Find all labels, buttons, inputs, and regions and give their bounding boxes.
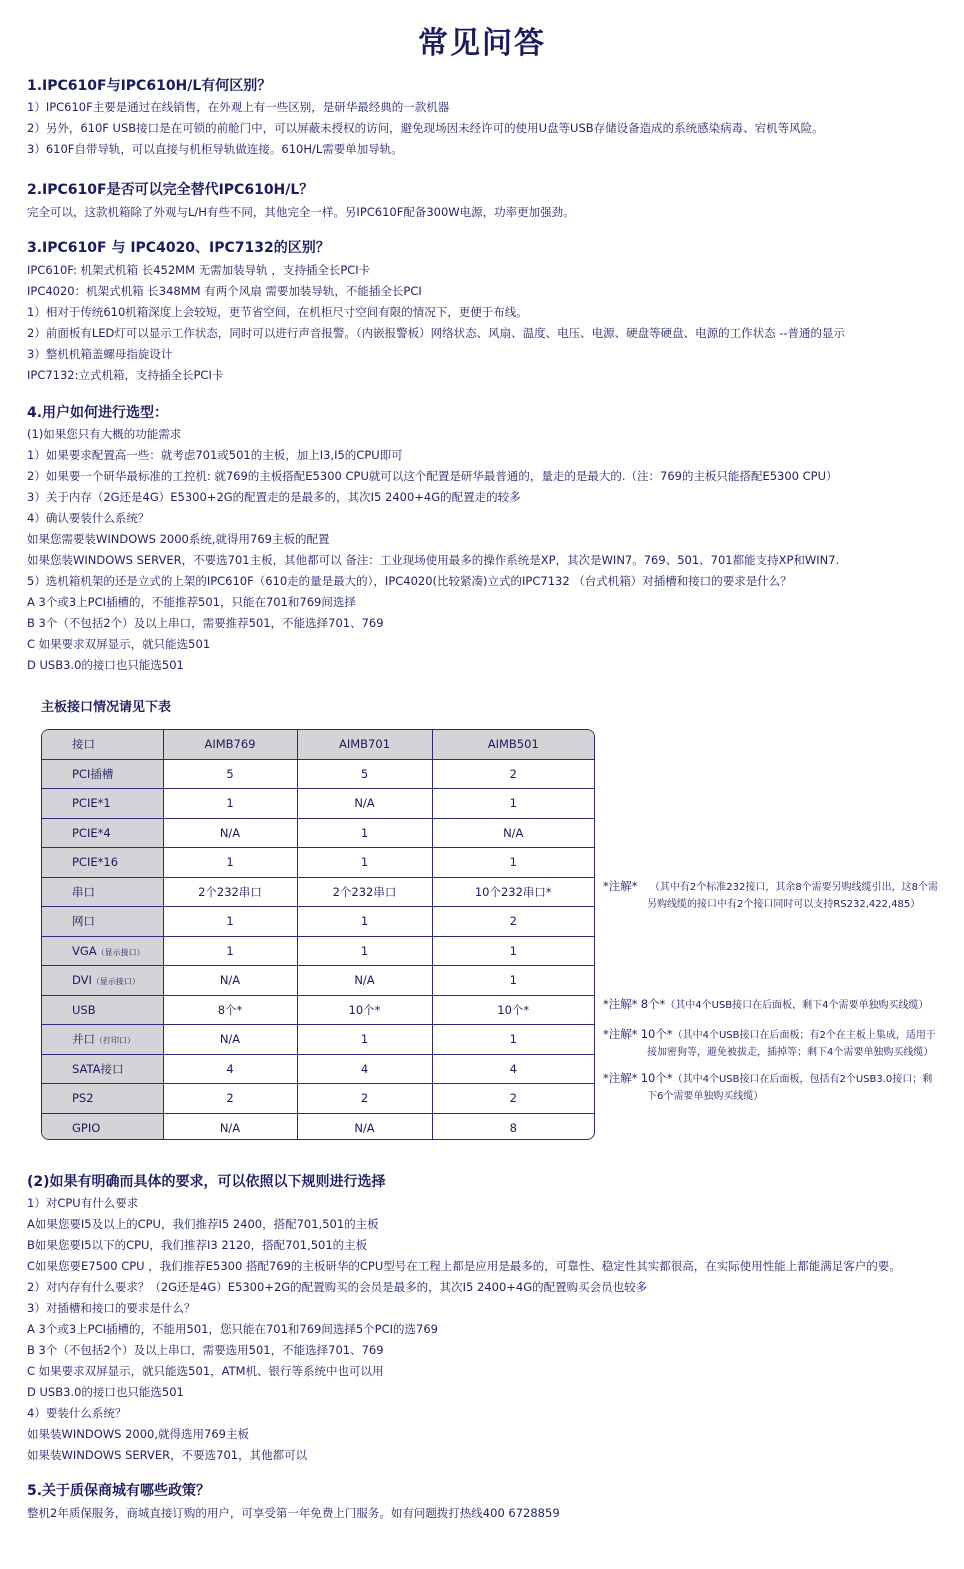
table-row xyxy=(42,848,594,878)
table-row xyxy=(42,936,594,966)
cell-aimb701: 1 xyxy=(297,907,432,937)
q4b-title: (2)如果有明确而具体的要求，可以依照以下规则进行选择 xyxy=(27,1174,386,1190)
cell-aimb501: 2 xyxy=(432,907,594,937)
table-caption: 主板接口情况请见下表 xyxy=(41,700,172,715)
cell-aimb701: 4 xyxy=(297,1054,432,1084)
row-label: PS2 xyxy=(42,1084,163,1114)
cell-aimb701: 1 xyxy=(297,848,432,878)
q4b-line-9: C 如果要求双屏显示，就只能选501，ATM机、银行等系统中也可以用 xyxy=(27,1364,384,1378)
header-aimb701: AIMB701 xyxy=(297,730,432,759)
cell-aimb501: N/A xyxy=(432,818,594,848)
q2-line-1: 完全可以，这款机箱除了外观与L/H有些不同，其他完全一样。另IPC610F配备300W电源，功率更加强劲。 xyxy=(27,205,575,219)
cell-aimb769: 1 xyxy=(163,789,297,819)
cell-aimb701: N/A xyxy=(297,789,432,819)
note-count: 10个* xyxy=(640,1071,673,1085)
row-label: 串口 xyxy=(42,877,163,907)
table-row xyxy=(42,818,594,848)
cell-aimb701: 2 xyxy=(297,1084,432,1114)
note-mark: *注解* xyxy=(603,997,638,1011)
usb-note-701 xyxy=(603,1026,953,1061)
row-label-main: DVI xyxy=(72,973,92,988)
note-text: 另购线缆的接口中有2个接口同时可以支持RS232,422,485） xyxy=(647,899,921,910)
cell-aimb501: 2 xyxy=(432,759,594,789)
usb-note-769 xyxy=(603,996,953,1014)
q4b-line-12: 如果装WINDOWS 2000,就得选用769主板 xyxy=(27,1427,249,1441)
cell-aimb701: 1 xyxy=(297,936,432,966)
usb-note-501 xyxy=(603,1070,953,1105)
q2-title: 2.IPC610F是否可以完全替代IPC610H/L？ xyxy=(27,182,314,198)
row-label-sub: （显示接口） xyxy=(91,977,140,987)
note-text: （其中4个USB接口在后面板，包括有2个USB3.0接口；剩 xyxy=(672,1074,933,1085)
q4-line-2: 1）如果要求配置高一些：就考虑701或501的主板，加上I3,I5的CPU即可 xyxy=(27,448,403,462)
q4-line-1: (1)如果您只有大概的功能需求 xyxy=(27,427,182,441)
q4b-line-13: 如果装WINDOWS SERVER，不要选701，其他都可以 xyxy=(27,1448,308,1462)
row-label-sub: （显示接口） xyxy=(96,947,145,957)
cell-aimb769: N/A xyxy=(163,1025,297,1055)
header-interface: 接口 xyxy=(42,730,163,759)
q4b-line-1: 1）对CPU有什么要求 xyxy=(27,1196,139,1210)
cell-aimb701: 2个232串口 xyxy=(297,877,432,907)
q5-title: 5.关于质保商城有哪些政策？ xyxy=(27,1483,211,1499)
row-label: USB xyxy=(42,995,163,1025)
q3-line-1: IPC610F: 机架式机箱 长452MM 无需加装导轨 ，支持插全长PCI卡 xyxy=(27,263,371,277)
q4b-line-4: C如果您要E7500 CPU ，我们推荐E5300 搭配769的主板研华的CPU型号在工程上都是应用是最多的，可靠性、稳定性其实都很高，在实际使用性能上都能满足客户的要。 xyxy=(27,1259,901,1273)
mainboard-interface-table xyxy=(41,729,595,1140)
table-row xyxy=(42,1113,594,1140)
cell-aimb769: N/A xyxy=(163,966,297,996)
row-label: PCIE*16 xyxy=(42,848,163,878)
cell-aimb501: 1 xyxy=(432,1025,594,1055)
note-count: 10个* xyxy=(640,1027,673,1041)
q3-line-5: 3）整机机箱盖螺母指旋设计 xyxy=(27,347,173,361)
cell-aimb501: 8 xyxy=(509,1120,517,1135)
q1-line-3: 3）610F自带导轨，可以直接与机柜导轨做连接。610H/L需要单加导轨。 xyxy=(27,142,403,156)
cell-aimb501: 1 xyxy=(432,848,594,878)
note-text: 接加密狗等，避免被拔走，插掉等；剩下4个需要单独购买线缆） xyxy=(647,1047,934,1058)
cell-aimb501: 2 xyxy=(432,1084,594,1114)
cell-aimb769: 8个* xyxy=(163,995,297,1025)
cell-aimb501: 10个* xyxy=(432,995,594,1025)
table-row xyxy=(42,995,594,1025)
row-label xyxy=(42,1025,163,1055)
table-header-row xyxy=(42,730,594,759)
table-row xyxy=(42,789,594,819)
row-label: PCIE*1 xyxy=(42,789,163,819)
q4b-line-10: D USB3.0的接口也只能选501 xyxy=(27,1385,184,1399)
q4-line-4: 3）关于内存（2G还是4G）E5300+2G的配置走的是最多的，其次I5 2400+4G的配置走的较多 xyxy=(27,490,521,504)
table-row xyxy=(42,907,594,937)
q4-line-10: B 3个（不包括2个）及以上串口，需要推荐501，不能选择701、769 xyxy=(27,616,384,630)
cell-aimb769: N/A xyxy=(163,1113,297,1140)
cell-aimb501: 10个232串口* xyxy=(432,877,594,907)
header-aimb501: AIMB501 xyxy=(432,730,594,759)
row-label: PCI插槽 xyxy=(42,759,163,789)
cell-aimb769: 1 xyxy=(163,936,297,966)
cell-aimb769: 5 xyxy=(163,759,297,789)
q1-line-2: 2）另外，610F USB接口是在可锁的前舱门中，可以屏蔽未授权的访问，避免现场因未经许可的使用U盘等USB存储设备造成的系统感染病毒、宕机等风险。 xyxy=(27,121,824,135)
cell-aimb701: N/A xyxy=(297,966,432,996)
row-label: PCIE*4 xyxy=(42,818,163,848)
cell-aimb769: 1 xyxy=(163,848,297,878)
cell-aimb769: 2个232串口 xyxy=(163,877,297,907)
q1-title: 1.IPC610F与IPC610H/L有何区别？ xyxy=(27,78,272,94)
cell-aimb501: 1 xyxy=(432,966,594,996)
note-count: 8个* xyxy=(640,997,666,1011)
q4b-line-2: A如果您要I5及以上的CPU，我们推荐I5 2400，搭配701,501的主板 xyxy=(27,1217,379,1231)
q3-line-2: IPC4020：机架式机箱 长348MM 有两个风扇 需要加装导轨，不能插全长PCI xyxy=(27,284,422,298)
table-row xyxy=(42,1054,594,1084)
q4-title: 4.用户如何进行选型： xyxy=(27,405,169,421)
row-label-main: VGA xyxy=(72,943,97,958)
note-mark: *注解* xyxy=(603,879,638,893)
q4b-line-5: 2）对内存有什么要求？（2G还是4G）E5300+2G的配置购买的会员是最多的，其次I5 2400+4G的配置购买会员也较多 xyxy=(27,1280,648,1294)
note-text: 下6个需要单独购买线缆） xyxy=(647,1091,764,1102)
table-row xyxy=(42,966,594,996)
q4-line-8: 5）选机箱机架的还是立式的上架的IPC610F（610走的量是最大的），IPC4020(比较紧凑)立式的IPC7132 （台式机箱）对插槽和接口的要求是什么？ xyxy=(27,574,792,588)
note-mark: *注解* xyxy=(603,1071,638,1085)
cell-aimb701: 10个* xyxy=(297,995,432,1025)
row-label xyxy=(42,966,163,996)
cell-aimb769: 4 xyxy=(163,1054,297,1084)
q3-line-6: IPC7132:立式机箱，支持插全长PCI卡 xyxy=(27,368,224,382)
cell-aimb501: 1 xyxy=(432,936,594,966)
q4-line-5: 4）确认要装什么系统？ xyxy=(27,511,150,525)
table-row xyxy=(42,1025,594,1055)
table-row xyxy=(42,759,594,789)
q4-line-9: A 3个或3上PCI插槽的，不能推荐501，只能在701和769间选择 xyxy=(27,595,356,609)
table-row xyxy=(42,877,594,907)
q3-line-3: 1）相对于传统610机箱深度上会较短，更节省空间，在机柜尺寸空间有限的情况下，更便于布线。 xyxy=(27,305,528,319)
q4b-line-3: B如果您要I5以下的CPU，我们推荐I3 2120，搭配701,501的主板 xyxy=(27,1238,368,1252)
row-label-main: 并口 xyxy=(72,1032,95,1047)
q5-line-1: 整机2年质保服务，商城直接订购的用户，可享受第一年免费上门服务。如有问题拨打热线400 6728859 xyxy=(27,1506,560,1520)
row-label: SATA接口 xyxy=(42,1054,163,1084)
cell-aimb501: 4 xyxy=(432,1054,594,1084)
q3-line-4: 2）前面板有LED灯可以显示工作状态，同时可以进行声音报警。（内嵌报警板）网络状态、风扇、温度、电压、电源、硬盘等硬盘、电源的工作状态 --普通的显示 xyxy=(27,326,846,340)
cell-aimb769: 2 xyxy=(163,1084,297,1114)
cell-aimb701: 1 xyxy=(297,818,432,848)
q4-line-7: 如果您装WINDOWS SERVER，不要选701主板，其他都可以 备注：工业现场使用最多的操作系统是XP，其次是WIN7。769、501、701都能支持XP和WIN7. xyxy=(27,553,840,567)
q4-line-12: D USB3.0的接口也只能选501 xyxy=(27,658,184,672)
cell-aimb701: 1 xyxy=(297,1025,432,1055)
table-row xyxy=(42,1084,594,1114)
q4b-line-6: 3）对插槽和接口的要求是什么？ xyxy=(27,1301,196,1315)
row-label xyxy=(42,936,163,966)
note-text: （其中4个USB接口在后面板；有2个在主板上集成，适用于 xyxy=(672,1030,936,1041)
page-title: 常见问答 xyxy=(418,26,546,61)
cell-aimb769: 1 xyxy=(163,907,297,937)
q3-title: 3.IPC610F 与 IPC4020、IPC7132的区别？ xyxy=(27,240,330,256)
cell-aimb501: 1 xyxy=(432,789,594,819)
serial-note xyxy=(603,878,948,913)
cell-aimb701: 5 xyxy=(297,759,432,789)
q4b-line-8: B 3个（不包括2个）及以上串口，需要选用501，不能选择701、769 xyxy=(27,1343,384,1357)
cell-aimb701: N/A xyxy=(297,1113,432,1140)
q4-line-3: 2）如果要一个研华最标准的工控机: 就769的主板搭配E5300 CPU就可以这个配置是研华最普通的，量走的是最大的.（注：769的主板只能搭配E5300 CPU） xyxy=(27,469,838,483)
q1-line-1: 1）IPC610F主要是通过在线销售，在外观上有一些区别，是研华最经典的一款机器 xyxy=(27,100,450,114)
row-label-sub: （打印口） xyxy=(95,1036,135,1046)
row-label: GPIO xyxy=(42,1113,163,1140)
note-mark: *注解* xyxy=(603,1027,638,1041)
q4b-line-7: A 3个或3上PCI插槽的，不能用501，您只能在701和769间选择5个PCI的选769 xyxy=(27,1322,438,1336)
q4b-line-11: 4）要装什么系统？ xyxy=(27,1406,127,1420)
row-label: 网口 xyxy=(42,907,163,937)
q4-line-6: 如果您需要装WINDOWS 2000系统,就得用769主板的配置 xyxy=(27,532,330,546)
cell-aimb769: N/A xyxy=(163,818,297,848)
header-aimb769: AIMB769 xyxy=(163,730,297,759)
q4-line-11: C 如果要求双屏显示，就只能选501 xyxy=(27,637,211,651)
note-text: （其中有2个标准232接口，其余8个需要另购线缆引出，这8个需 xyxy=(649,882,939,893)
note-text: （其中4个USB接口在后面板，剩下4个需要单独购买线缆） xyxy=(665,1000,929,1011)
